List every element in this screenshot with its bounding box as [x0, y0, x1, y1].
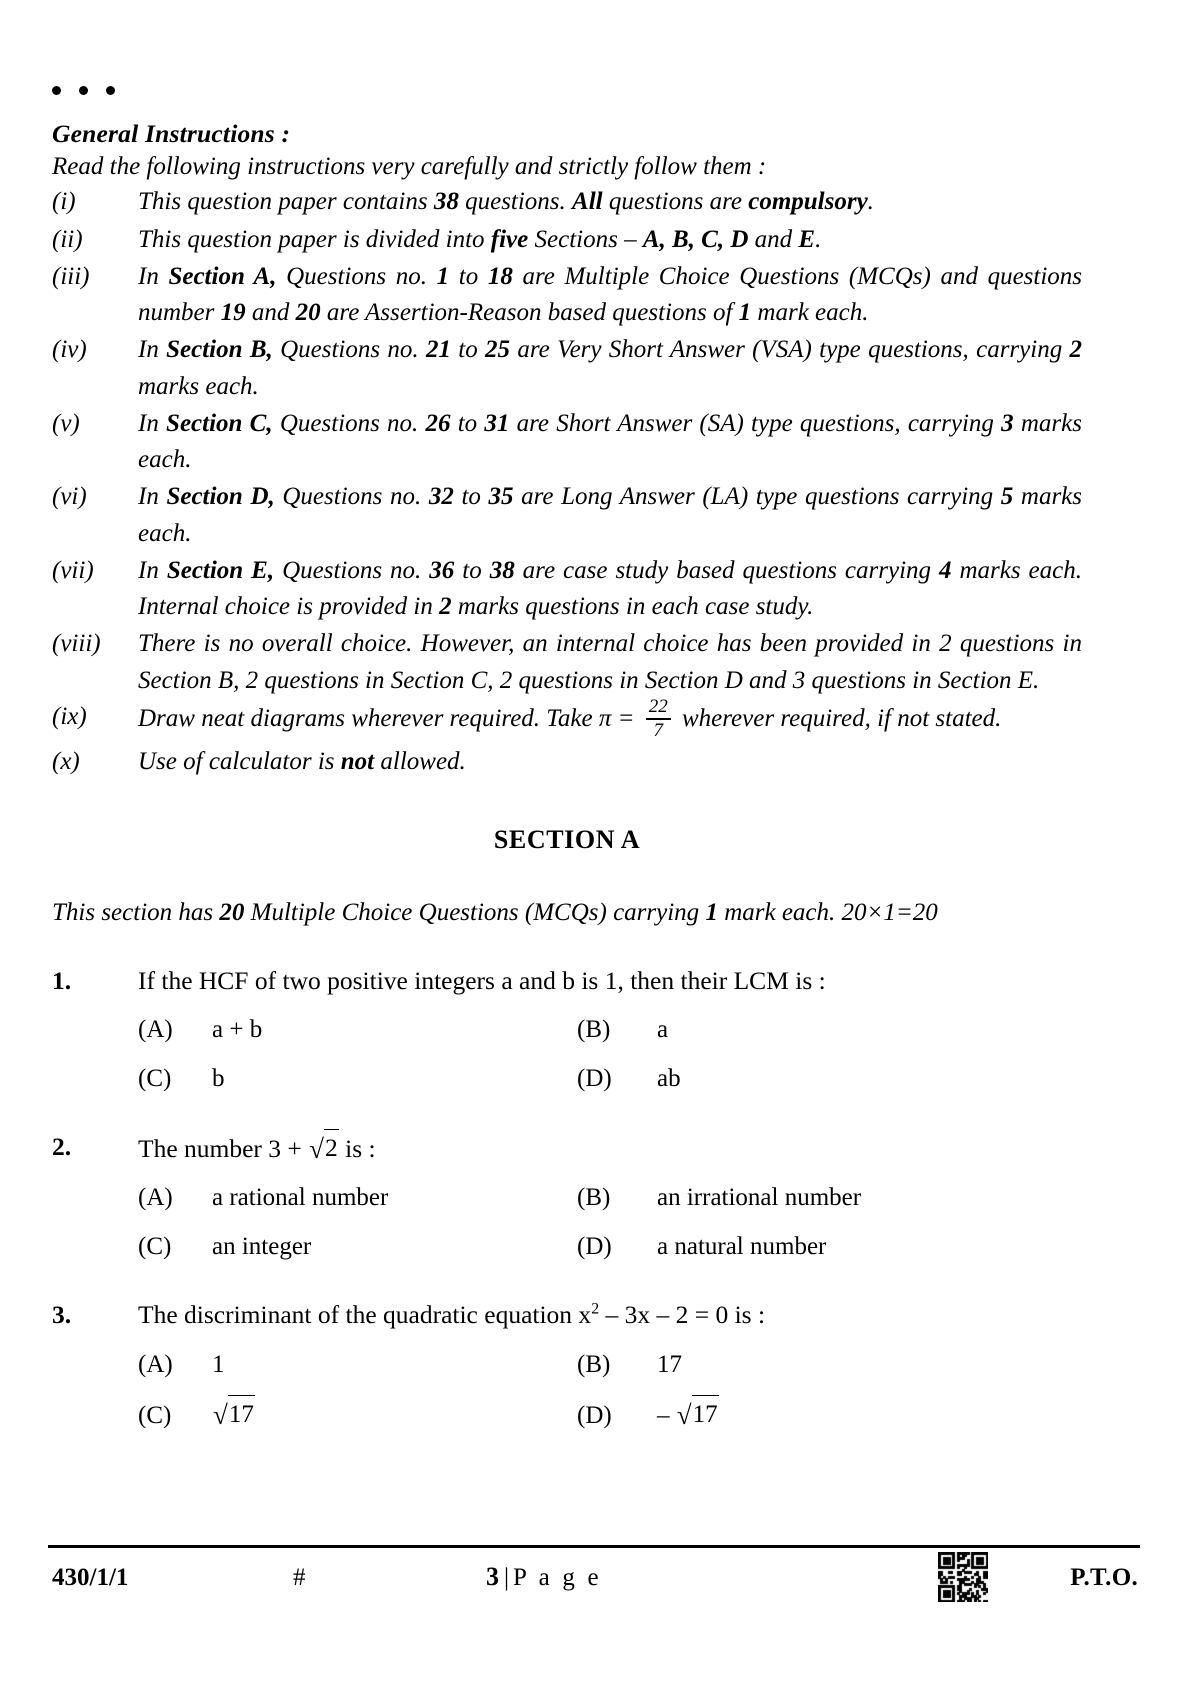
radical-sign: √ — [213, 1399, 228, 1430]
plain-text: questions are — [602, 188, 749, 216]
question-number: 2. — [52, 1132, 72, 1162]
option-a[interactable] — [52, 1180, 577, 1215]
plain-text: Draw neat diagrams wherever required. Take π = — [138, 705, 641, 733]
option-text: 1 — [212, 1350, 225, 1378]
instruction-item — [52, 184, 1082, 220]
fraction-numerator: 22 — [648, 696, 668, 718]
option-list — [52, 1347, 1082, 1434]
plain-text: to — [453, 483, 489, 511]
plain-text: is : — [338, 1134, 376, 1164]
emphasis-text: 38 — [433, 188, 459, 216]
instruction-text — [138, 188, 874, 215]
option-label: (B) — [577, 1184, 611, 1212]
emphasis-text: Section B, — [166, 336, 273, 364]
plain-text: are case study based questions carrying — [514, 556, 939, 584]
option-text: a + b — [212, 1016, 263, 1044]
option-label: (B) — [577, 1350, 611, 1378]
emphasis-text: 18 — [487, 262, 513, 290]
plain-text: wherever required, if not stated. — [675, 705, 1002, 733]
emphasis-text: 1 — [436, 262, 450, 290]
emphasis-text: 31 — [484, 409, 510, 437]
plain-text: questions. — [458, 188, 573, 216]
plain-text: In — [138, 556, 167, 584]
plain-text: In — [138, 409, 167, 437]
plain-text: The discriminant of the quadratic equation x — [138, 1300, 592, 1330]
emphasis-text: 1 — [705, 898, 718, 926]
instruction-number: (iv) — [52, 336, 87, 364]
plain-text: Sections – — [528, 225, 643, 253]
plain-text: . — [867, 188, 874, 216]
question-text — [52, 1298, 1082, 1332]
instruction-text — [138, 410, 1082, 473]
page-number: 3 — [486, 1562, 499, 1591]
option-text: a rational number — [212, 1184, 389, 1212]
instruction-text — [138, 748, 466, 775]
paper-code: 430/1/1 — [52, 1564, 129, 1591]
instruction-item — [52, 479, 1082, 552]
plain-text: marks each. — [138, 483, 1083, 547]
option-row — [52, 1061, 1082, 1096]
section-heading: SECTION A — [493, 824, 641, 854]
option-a[interactable] — [52, 1347, 577, 1382]
emphasis-text: Section E, — [166, 556, 275, 584]
radical-sign: √ — [309, 1134, 324, 1165]
option-text: ab — [657, 1065, 681, 1093]
instruction-text — [138, 263, 1082, 326]
emphasis-text: 1 — [738, 299, 752, 327]
instruction-number: (ii) — [52, 225, 83, 253]
emphasis-text: Section D, — [166, 483, 275, 511]
option-row — [52, 1347, 1082, 1382]
plain-text: and — [748, 225, 799, 253]
exponent: 2 — [591, 1300, 600, 1318]
instruction-text — [138, 483, 1082, 546]
plain-text: marks questions in each case study. — [451, 593, 814, 621]
plain-text: and — [245, 299, 296, 327]
option-label: (A) — [138, 1016, 173, 1044]
plain-text: Use of calculator is — [138, 748, 341, 776]
plain-text: In — [138, 483, 167, 511]
instruction-number: (vi) — [52, 483, 87, 511]
plain-text: are Long Answer (LA) type questions carrying — [513, 483, 1001, 511]
instruction-text — [138, 336, 1082, 399]
instruction-number: (viii) — [52, 630, 101, 658]
instruction-number: (ix) — [52, 702, 87, 730]
emphasis-text: five — [490, 225, 529, 253]
plain-text: This question paper is divided into — [138, 225, 491, 253]
question-text — [52, 964, 1082, 998]
plain-text: marks each. — [138, 409, 1082, 474]
plain-text: to — [449, 262, 488, 290]
emphasis-text: 26 — [425, 409, 451, 437]
radical-expression — [212, 1396, 255, 1434]
emphasis-text: 20 — [219, 898, 245, 926]
option-d[interactable] — [577, 1396, 1082, 1434]
plain-text: to — [450, 336, 486, 364]
instruction-number: (iii) — [52, 262, 90, 290]
emphasis-text: compulsory — [748, 188, 868, 216]
emphasis-text: 2 — [439, 593, 452, 621]
instruction-item — [52, 259, 1082, 332]
instruction-item — [52, 626, 1082, 699]
instruction-number: (vii) — [52, 556, 94, 584]
plain-text: allowed. — [374, 748, 466, 776]
emphasis-text: 36 — [429, 556, 455, 584]
plain-text: are Short Answer (SA) type questions, carrying — [509, 409, 1002, 437]
plain-text: Questions no. — [274, 556, 430, 584]
option-text: an integer — [212, 1233, 312, 1261]
option-text: a natural number — [657, 1233, 827, 1261]
option-a[interactable] — [52, 1012, 577, 1047]
plain-text: marks each. — [138, 372, 259, 400]
section-intro — [52, 895, 1082, 930]
emphasis-text: not — [340, 748, 375, 776]
plain-text: mark each. 20×1=20 — [717, 898, 938, 926]
page-word: P a g e — [513, 1564, 602, 1591]
page-separator: | — [504, 1564, 510, 1591]
plain-text: Questions no. — [276, 262, 437, 290]
instruction-item — [52, 553, 1082, 626]
plain-text: mark each. — [751, 299, 869, 327]
plain-text: are Very Short Answer (VSA) type questions, carrying — [510, 336, 1070, 364]
instruction-list — [52, 184, 1082, 780]
plain-text: to — [454, 556, 490, 584]
plain-text: This section has — [52, 898, 220, 926]
pto-label: P.T.O. — [1070, 1564, 1138, 1591]
emphasis-text: A, B, C, D — [642, 225, 749, 253]
plain-text: . — [815, 225, 822, 253]
instruction-item — [52, 332, 1082, 405]
option-label: (A) — [138, 1350, 173, 1378]
option-label: (B) — [577, 1016, 611, 1044]
plain-text: marks each. Internal choice is provided in — [138, 556, 1083, 621]
general-instructions-title: General Instructions : — [52, 119, 291, 148]
emphasis-text: Section A, — [168, 262, 277, 290]
radical-expression — [308, 1130, 339, 1166]
option-label: (D) — [577, 1401, 612, 1429]
question — [52, 1130, 1082, 1264]
emphasis-text: 21 — [425, 336, 451, 364]
option-c[interactable] — [52, 1061, 577, 1096]
emphasis-text: 4 — [939, 556, 952, 584]
option-b[interactable] — [577, 1012, 1082, 1047]
radicand: 17 — [228, 1395, 255, 1432]
plain-text: In — [138, 336, 167, 364]
option-row — [52, 1180, 1082, 1215]
plain-text: are Multiple Choice Questions (MCQs) and questions number — [138, 262, 1083, 327]
plain-text: If the HCF of two positive integers a and b is 1, then their LCM is : — [138, 965, 826, 995]
emphasis-text: Section C, — [166, 409, 273, 437]
plain-text: Questions no. — [272, 336, 426, 364]
instruction-number: (v) — [52, 409, 80, 437]
fraction-denominator: 7 — [653, 719, 663, 741]
plain-text: Multiple Choice Questions (MCQs) carrying — [244, 898, 706, 926]
radicand: 2 — [324, 1129, 339, 1165]
marker-dot — [79, 86, 88, 95]
option-list — [52, 1012, 1082, 1096]
emphasis-text: 2 — [1069, 336, 1083, 364]
option-label: (C) — [138, 1065, 172, 1093]
option-row — [52, 1396, 1082, 1434]
option-b[interactable] — [577, 1347, 1082, 1382]
radical-sign: √ — [676, 1399, 692, 1430]
emphasis-text: 35 — [488, 483, 514, 511]
emphasis-text: All — [572, 188, 603, 216]
page-footer — [48, 1558, 1140, 1618]
question-number: 3. — [52, 1300, 72, 1330]
option-row — [52, 1229, 1082, 1264]
option-text — [212, 1396, 255, 1434]
option-label: (C) — [138, 1233, 172, 1261]
radical-expression — [676, 1396, 719, 1434]
plain-text: The number 3 + — [138, 1134, 309, 1164]
instruction-number: (i) — [52, 188, 76, 216]
marker-dot — [52, 86, 61, 95]
instruction-text — [138, 696, 1002, 741]
instruction-text — [138, 226, 821, 253]
sign-prefix: – — [657, 1401, 676, 1429]
question-number: 1. — [52, 965, 72, 995]
hash-marker: # — [293, 1564, 306, 1591]
emphasis-text: 20 — [295, 299, 321, 327]
plain-text: – 3x – 2 = 0 is : — [599, 1300, 766, 1330]
emphasis-text: 25 — [485, 336, 511, 364]
plain-text: This question paper contains — [138, 188, 434, 216]
plain-text: are Assertion-Reason based questions of — [320, 299, 739, 327]
option-text: b — [212, 1065, 225, 1093]
emphasis-text: 19 — [220, 299, 246, 327]
option-c[interactable] — [52, 1229, 577, 1264]
instruction-item — [52, 222, 1082, 258]
option-label: (C) — [138, 1401, 172, 1429]
plain-text: Questions no. — [274, 483, 429, 511]
page-content — [52, 118, 1082, 1434]
option-d[interactable] — [577, 1061, 1082, 1096]
footer-divider — [48, 1545, 1140, 1548]
question-text — [52, 1130, 1082, 1166]
marker-dot — [106, 86, 115, 95]
emphasis-text: E — [798, 225, 816, 253]
emphasis-text: 38 — [489, 556, 515, 584]
option-row — [52, 1012, 1082, 1047]
option-text: a — [657, 1016, 669, 1044]
page-indicator — [486, 1562, 602, 1592]
option-label: (D) — [577, 1065, 612, 1093]
plain-text: In — [138, 262, 169, 290]
plain-text: There is no overall choice. However, an internal choice has been provided in 2 questions in Section B, 2 questions in Section C, 2 questions in Section D and 3 questions in Section E. — [138, 630, 1082, 694]
option-label: (A) — [138, 1184, 173, 1212]
instruction-number: (x) — [52, 748, 80, 776]
emphasis-text: 3 — [1001, 409, 1014, 437]
option-list — [52, 1180, 1082, 1264]
instruction-item — [52, 744, 1082, 780]
fraction — [646, 697, 671, 740]
option-label: (D) — [577, 1233, 612, 1261]
instruction-text — [138, 630, 1082, 693]
question-list — [52, 964, 1082, 1434]
emphasis-text: 5 — [1000, 483, 1014, 511]
radicand: 17 — [692, 1395, 719, 1432]
option-d[interactable] — [577, 1229, 1082, 1264]
plain-text: to — [450, 409, 485, 437]
option-c[interactable] — [52, 1396, 577, 1434]
option-text: 17 — [657, 1350, 682, 1378]
qr-code-icon — [938, 1552, 988, 1602]
top-marker-dots — [52, 86, 115, 95]
option-b[interactable] — [577, 1180, 1082, 1215]
emphasis-text: 32 — [428, 483, 454, 511]
instruction-item — [52, 406, 1082, 479]
instruction-item — [52, 696, 1082, 743]
plain-text: Questions no. — [272, 409, 426, 437]
instruction-text — [138, 557, 1082, 620]
option-text — [657, 1396, 719, 1434]
question — [52, 964, 1082, 1096]
option-text: an irrational number — [657, 1184, 862, 1212]
question — [52, 1298, 1082, 1433]
general-instructions-subtitle: Read the following instructions very carefully and strictly follow them : — [52, 152, 767, 180]
